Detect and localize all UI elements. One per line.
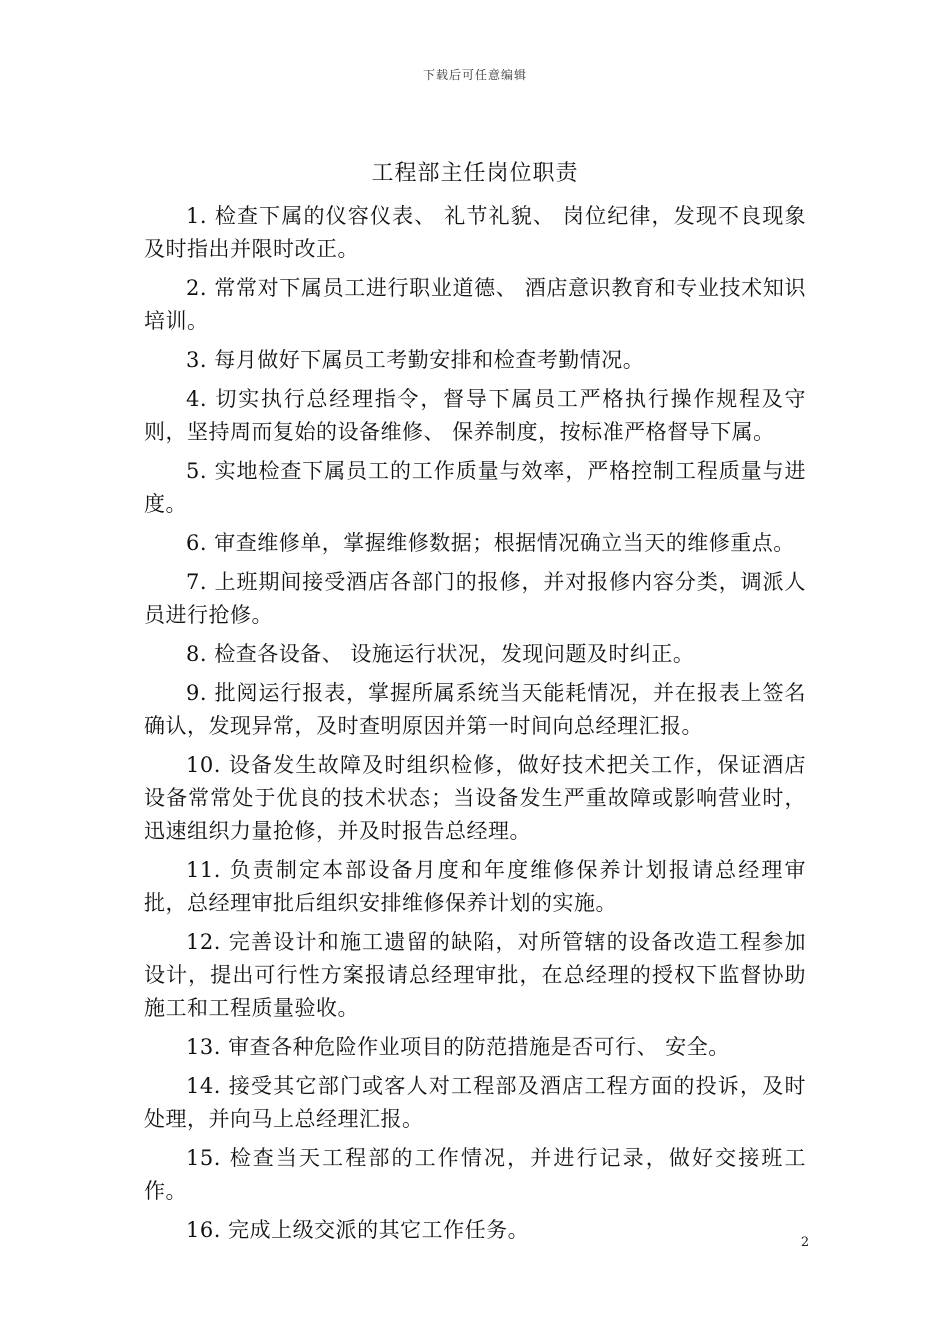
duty-item-14: 14. 接受其它部门或客人对工程部及酒店工程方面的投诉，及时处理，并向马上总经理汇报。: [144, 1074, 806, 1131]
document-title: 工程部主任岗位职责: [371, 161, 579, 186]
duty-item-1: 1. 检查下属的仪容仪表、 礼节礼貌、 岗位纪律，发现不良现象及时指出并限时改正。: [144, 204, 806, 261]
duty-item-8: 8. 检查各设备、 设施运行状况，发现问题及时纠正。: [186, 642, 695, 666]
duty-item-3: 3. 每月做好下属员工考勤安排和检查考勤情况。: [186, 348, 645, 372]
duty-item-7: 7. 上班期间接受酒店各部门的报修，并对报修内容分类，调派人员进行抢修。: [144, 570, 806, 627]
duty-item-11: 11. 负责制定本部设备月度和年度维修保养计划报请总经理审批，总经理审批后组织安排维修保养计划的实施。: [144, 858, 806, 915]
page-number: 2: [800, 1235, 810, 1250]
duty-item-12: 12. 完善设计和施工遗留的缺陷，对所管辖的设备改造工程参加设计，提出可行性方案报请总经理审批，在总经理的授权下监督协助施工和工程质量验收。: [144, 930, 806, 1020]
duty-item-13: 13. 审查各种危险作业项目的防范措施是否可行、 安全。: [186, 1035, 730, 1059]
duty-list: [144, 200, 806, 1253]
duty-item-6: 6. 审查维修单，掌握维修数据；根据情况确立当天的维修重点。: [186, 531, 795, 555]
duty-item-10: 10. 设备发生故障及时组织检修，做好技术把关工作，保证酒店设备常常处于优良的技术状态；当设备发生严重故障或影响营业时，迅速组织力量抢修，并及时报告总经理。: [144, 753, 806, 843]
duty-item-16: 16. 完成上级交派的其它工作任务。: [186, 1218, 530, 1242]
duty-item-15: 15. 检查当天工程部的工作情况，并进行记录，做好交接班工作。: [144, 1146, 806, 1203]
duty-item-2: 2. 常常对下属员工进行职业道德、 酒店意识教育和专业技术知识培训。: [144, 276, 806, 333]
duty-item-9: 9. 批阅运行报表，掌握所属系统当天能耗情况，并在报表上签名确认，发现异常，及时查明原因并第一时间向总经理汇报。: [144, 681, 806, 738]
header-note: 下载后可任意编辑: [422, 68, 527, 82]
duty-item-4: 4. 切实执行总经理指令，督导下属员工严格执行操作规程及守则，坚持周而复始的设备维修、 保养制度，按标准严格督导下属。: [144, 387, 806, 444]
duty-item-5: 5. 实地检查下属员工的工作质量与效率，严格控制工程质量与进度。: [144, 459, 806, 516]
